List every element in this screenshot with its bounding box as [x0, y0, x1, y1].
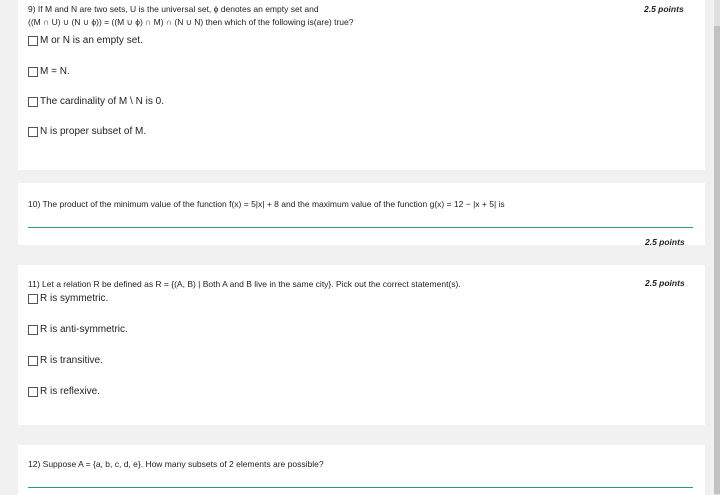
question-11-option-4[interactable]	[28, 386, 100, 397]
checkbox[interactable]	[28, 387, 38, 397]
checkbox[interactable]	[28, 67, 38, 77]
question-9-card	[18, 0, 705, 170]
checkbox[interactable]	[28, 127, 38, 137]
question-10-answer-line[interactable]	[28, 227, 693, 228]
option-label: R is anti-symmetric.	[40, 324, 128, 335]
option-label: M or N is an empty set.	[40, 35, 143, 46]
question-11-stem: 11) Let a relation R be defined as R = {(A, B) | Both A and B live in the same city}. Pick out the correct statement(s).	[28, 279, 461, 289]
question-9-stem-line1: 9) If M and N are two sets, U is the universal set, ϕ denotes an empty set and	[28, 4, 319, 14]
question-11-option-3[interactable]	[28, 355, 103, 366]
option-label: R is reflexive.	[40, 386, 101, 397]
question-10-points: 2.5 points	[645, 237, 685, 247]
checkbox[interactable]	[28, 356, 38, 366]
question-9-stem-line2: ((M ∩ U) ∪ (N ∪ ϕ)) = ((M ∪ ϕ) ∩ M) ∩ (N ∪ N) then which of the following is(are) true?	[28, 17, 354, 27]
question-12-stem: 12) Suppose A = {a, b, c, d, e}. How many subsets of 2 elements are possible?	[28, 459, 324, 469]
question-9-option-2[interactable]	[28, 66, 70, 77]
checkbox[interactable]	[28, 97, 38, 107]
question-10-stem: 10) The product of the minimum value of the function f(x) = 5|x| + 8 and the maximum value of the function g(x) = 12 − |x + 5| is	[28, 199, 505, 209]
option-label: The cardinality of M \ N is 0.	[40, 96, 164, 107]
question-11-points: 2.5 points	[645, 278, 685, 288]
checkbox[interactable]	[28, 294, 38, 304]
question-12-answer-line[interactable]	[28, 487, 693, 488]
question-11-card	[18, 265, 705, 425]
question-9-option-4[interactable]	[28, 126, 146, 137]
checkbox[interactable]	[28, 325, 38, 335]
question-9-option-3[interactable]	[28, 96, 164, 107]
checkbox[interactable]	[28, 36, 38, 46]
page-scrollbar-track[interactable]	[714, 0, 720, 495]
question-9-option-1[interactable]	[28, 35, 143, 46]
question-10-card	[18, 183, 705, 245]
option-label: N is proper subset of M.	[40, 126, 147, 137]
question-11-option-1[interactable]	[28, 293, 108, 304]
option-label: M = N.	[40, 66, 70, 77]
question-11-option-2[interactable]	[28, 324, 128, 335]
option-label: R is transitive.	[40, 355, 103, 366]
option-label: R is symmetric.	[40, 293, 109, 304]
page-scrollbar-thumb[interactable]	[714, 26, 720, 494]
question-12-card	[18, 445, 705, 495]
question-9-points: 2.5 points	[644, 4, 684, 14]
